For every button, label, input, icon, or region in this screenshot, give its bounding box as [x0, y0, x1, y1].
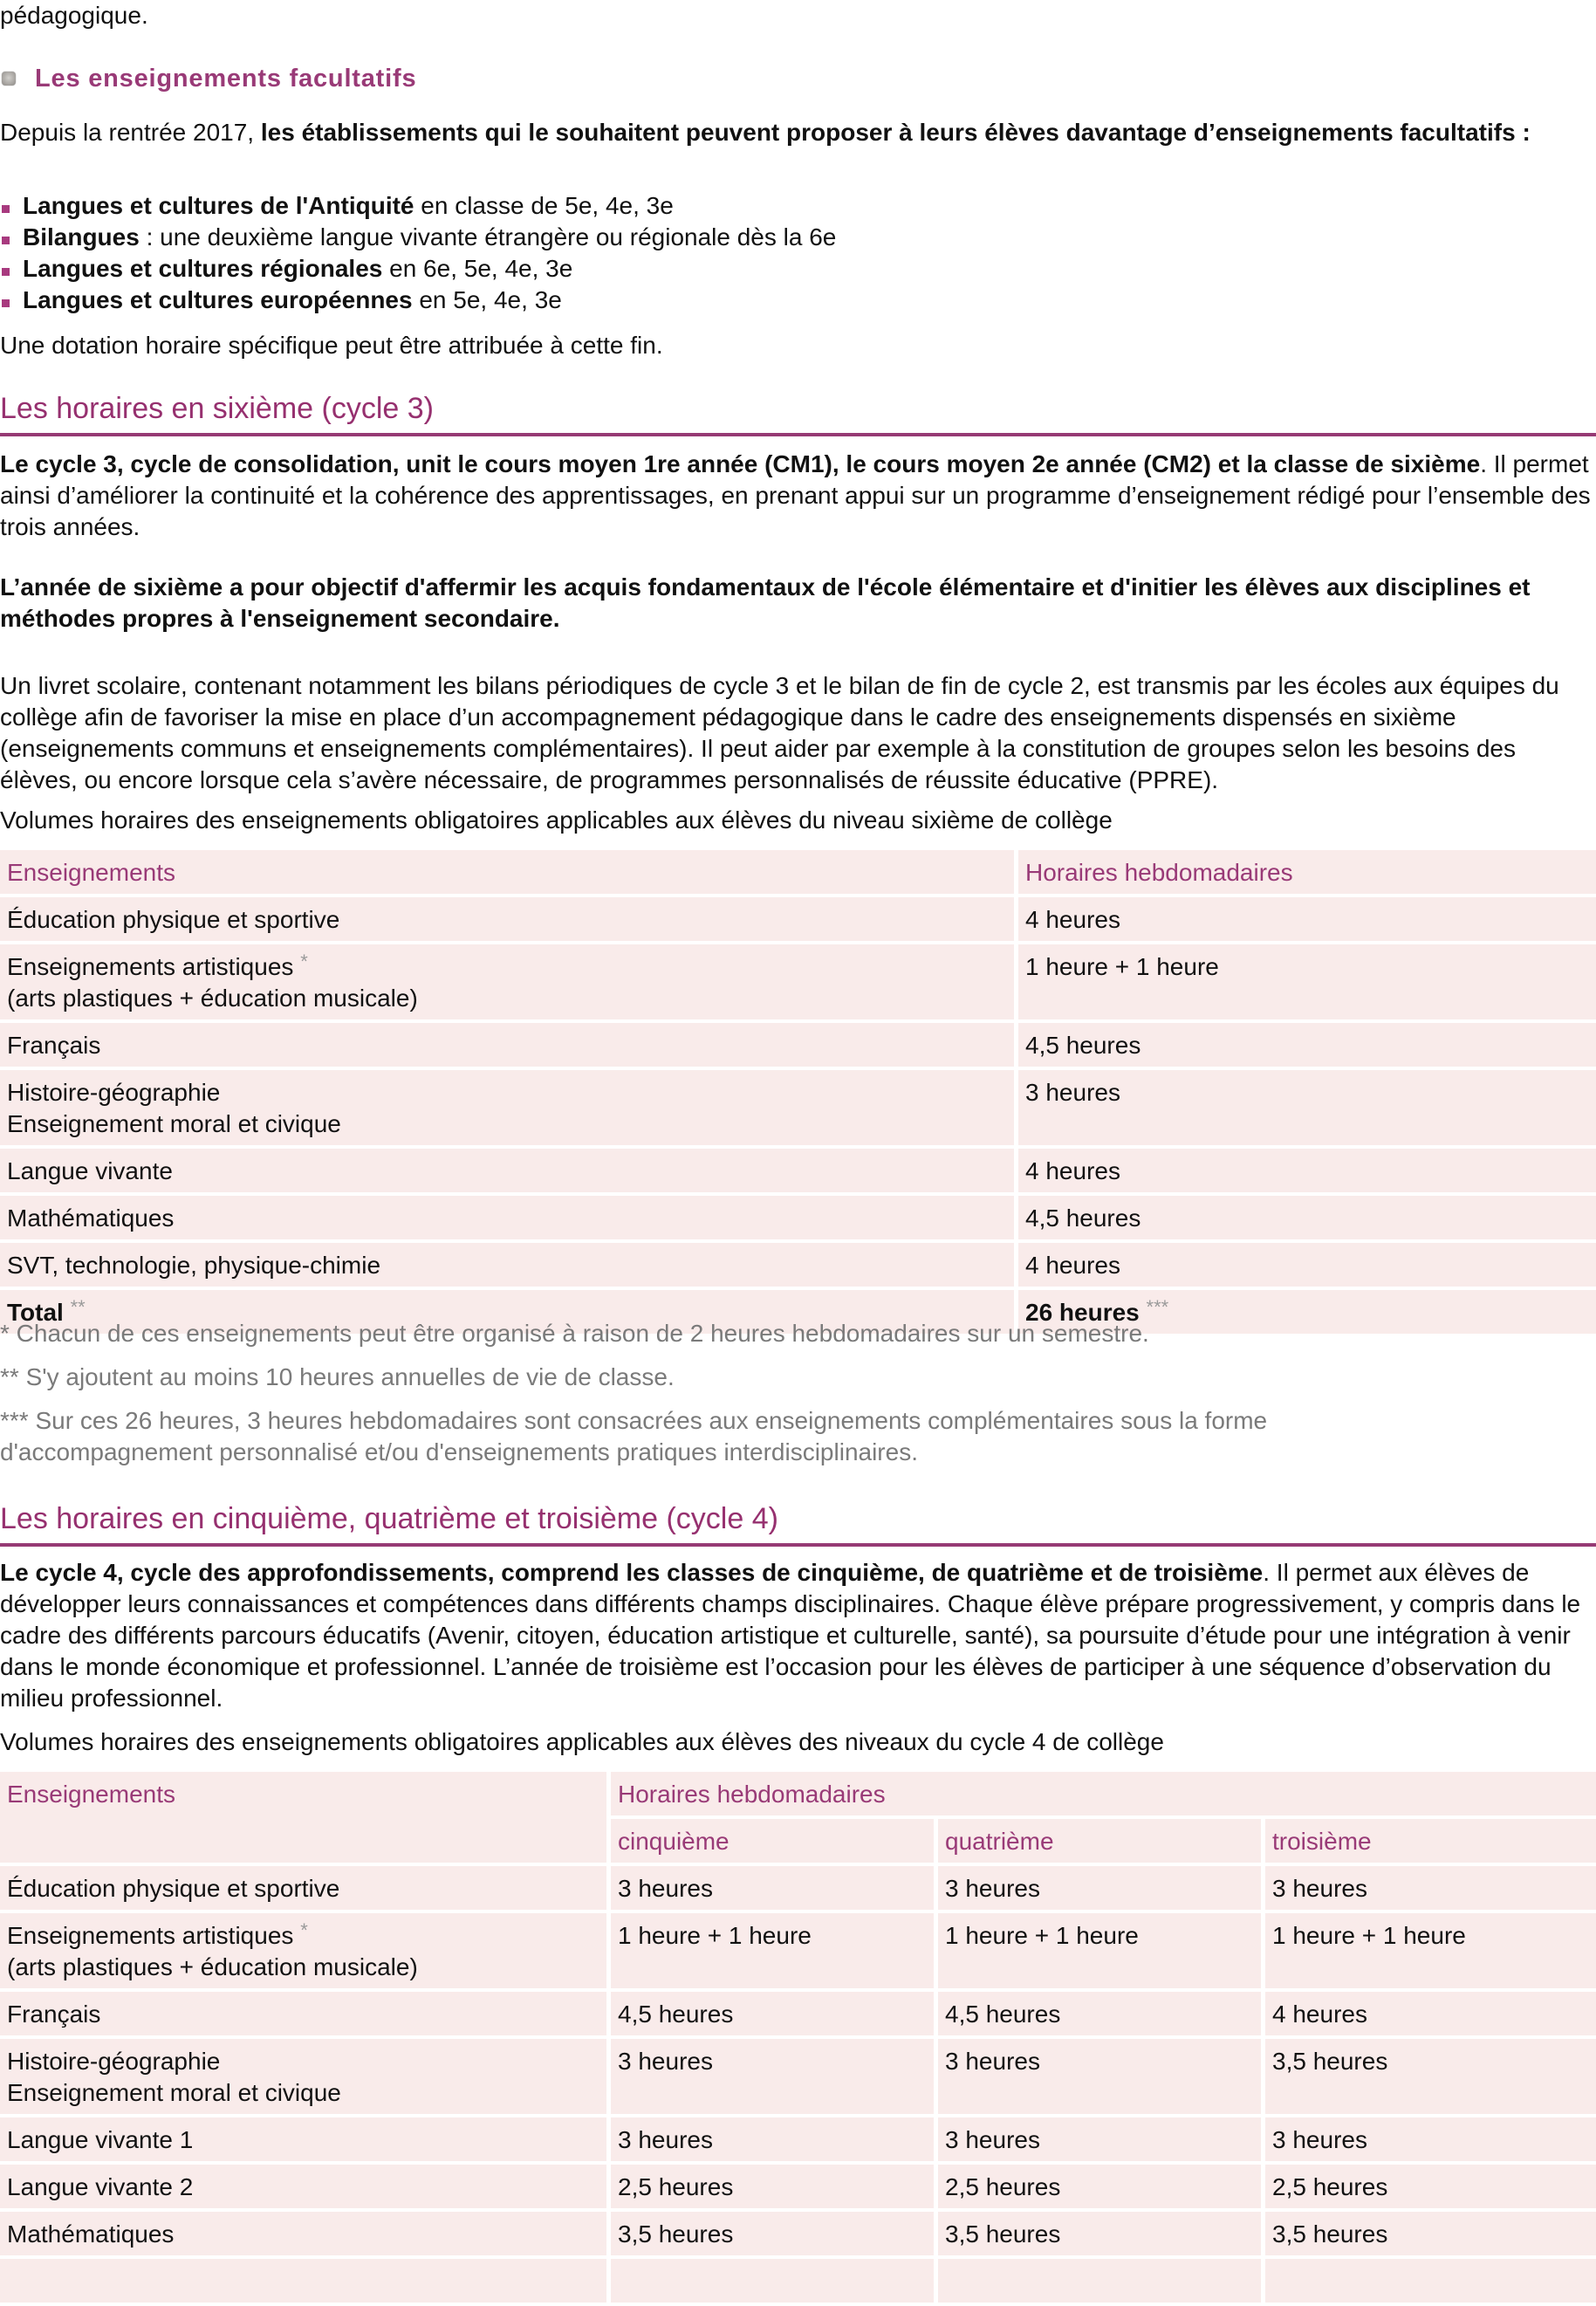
hours-cell: 1 heure + 1 heure [611, 1913, 934, 1988]
hours-cell [1265, 2259, 1596, 2303]
hours-cell: 2,5 heures [611, 2165, 934, 2208]
item-bold: Langues et cultures européennes [23, 286, 413, 313]
list-item [0, 222, 836, 253]
hours-cell: 3 heures [938, 2039, 1261, 2114]
hours-cell: 2,5 heures [1265, 2165, 1596, 2208]
item-rest: en 5e, 4e, 3e [412, 286, 562, 313]
subject-cell: Enseignements artistiques * (arts plastiques + éducation musicale) [0, 944, 1014, 1019]
table-header-row [0, 1772, 1596, 1815]
column-header: Horaires hebdomadaires [1018, 850, 1596, 894]
level-header: cinquième [611, 1819, 934, 1863]
hours-cell: 1 heure + 1 heure [1265, 1913, 1596, 1988]
subject-cell: Mathématiques [0, 1196, 1014, 1239]
intro-bold: les établissements qui le souhaitent peuvent proposer à leurs élèves davantage d’enseignements facultatifs : [260, 119, 1531, 146]
list-item [0, 190, 836, 222]
hours-cell: 3 heures [938, 2117, 1261, 2161]
footnote-2: ** S'y ajoutent au moins 10 heures annuelles de vie de classe. [0, 1363, 675, 1390]
hours-cell: 3 heures [611, 1866, 934, 1910]
level-header: troisième [1265, 1819, 1596, 1863]
table-caption-cycle4: Volumes horaires des enseignements obligatoires applicables aux élèves des niveaux du cycle 4 de collège [0, 1728, 1164, 1755]
item-rest: en classe de 5e, 4e, 3e [414, 192, 674, 219]
hours-cell [938, 2259, 1261, 2303]
hours-cell: 4 heures [1018, 1243, 1596, 1287]
table-row [0, 2165, 1596, 2208]
table-row [0, 2117, 1596, 2161]
subject-cell: Langue vivante [0, 1149, 1014, 1192]
total-hours-cell: 26 heures *** [1018, 1290, 1596, 1334]
hours-cell: 1 heure + 1 heure [1018, 944, 1596, 1019]
hours-cell: 4,5 heures [611, 1992, 934, 2035]
footnote-mark: * [300, 951, 308, 972]
hours-cell: 3,5 heures [611, 2212, 934, 2255]
square-bullet-icon [2, 205, 10, 213]
item-rest: en 6e, 5e, 4e, 3e [382, 255, 573, 282]
column-header: Horaires hebdomadaires [611, 1772, 1596, 1815]
square-bullet-icon [2, 268, 10, 276]
hours-cell: 2,5 heures [938, 2165, 1261, 2208]
table-row [0, 2039, 1596, 2114]
dotation-text: Une dotation horaire spécifique peut être attribuée à cette fin. [0, 332, 663, 359]
table-row [0, 1149, 1596, 1192]
table-row [0, 1070, 1596, 1145]
list-item [0, 253, 836, 285]
footnote-mark: ** [70, 1296, 86, 1318]
intro-plain: Depuis la rentrée 2017, [0, 119, 261, 146]
section-heading-cycle3: Les horaires en sixième (cycle 3) [0, 391, 1596, 436]
item-bold: Bilangues [23, 223, 140, 251]
cycle3-paragraph-2 [0, 572, 1593, 635]
item-bold: Langues et cultures de l'Antiquité [23, 192, 414, 219]
table-row [0, 944, 1596, 1019]
table-footnotes [0, 1318, 1483, 1480]
subject-cell: Histoire-géographie Enseignement moral et civique [0, 2039, 606, 2114]
hours-cell: 3 heures [611, 2117, 934, 2161]
hours-cell: 3 heures [1018, 1070, 1596, 1145]
subject-cell: Histoire-géographie Enseignement moral et civique [0, 1070, 1014, 1145]
hours-cell: 3,5 heures [1265, 2212, 1596, 2255]
rounded-square-bullet-icon [2, 72, 16, 86]
hours-cell: 3 heures [938, 1866, 1261, 1910]
hours-cell: 4 heures [1018, 1149, 1596, 1192]
footnote-1: * Chacun de ces enseignements peut être organisé à raison de 2 heures hebdomadaires sur un semestre. [0, 1320, 1149, 1347]
hours-cell: 4 heures [1265, 1992, 1596, 2035]
hours-cell: 3 heures [1265, 1866, 1596, 1910]
plain-text: . Il permet aux élèves de développer leurs connaissances et compétences dans différents champs disciplinaires. Chaque élève prépare progressivement, y compris dans le cadre des différents parcours éducatifs (Avenir, citoyen, éducation artistique et culturelle, santé), sa poursuite d’étude pour une intégration à venir dans le monde économique et professionnel. L’année de troisième est l’occasion pour les élèves de participer à une séquence d’observation du milieu professionnel. [0, 1559, 1581, 1712]
subject-cell: Enseignements artistiques * (arts plastiques + éducation musicale) [0, 1913, 606, 1988]
subject-cell: Français [0, 1992, 606, 2035]
hours-table-cycle3 [0, 847, 1596, 1337]
bold-text: Le cycle 3, cycle de consolidation, unit le cours moyen 1re année (CM1), le cours moyen 2e année (CM2) et la classe de sixième [0, 450, 1481, 477]
column-header: Enseignements [0, 1772, 606, 1863]
total-label-cell: Total ** [0, 1290, 1014, 1334]
footnote-mark: * [300, 1919, 308, 1941]
hours-cell: 4 heures [1018, 897, 1596, 941]
table-row [0, 1023, 1596, 1067]
subject-cell: Mathématiques [0, 2212, 606, 2255]
hours-cell: 3,5 heures [938, 2212, 1261, 2255]
subsection-heading-text: Les enseignements facultatifs [35, 65, 417, 93]
bold-text: L’année de sixième a pour objectif d'affermir les acquis fondamentaux de l'école élémentaire et d'initier les élèves aux disciplines et méthodes propres à l'enseignement secondaire. [0, 573, 1531, 632]
cycle4-paragraph [0, 1557, 1593, 1714]
cycle3-paragraph-1 [0, 449, 1593, 543]
table-row-cut-off [0, 2259, 1596, 2303]
table-row [0, 897, 1596, 941]
level-header: quatrième [938, 1819, 1261, 1863]
subject-cell: Français [0, 1023, 1014, 1067]
hours-cell: 3 heures [1265, 2117, 1596, 2161]
hours-table-cycle4 [0, 1768, 1596, 2306]
bold-text: Le cycle 4, cycle des approfondissements, comprend les classes de cinquième, de quatrième et de troisième [0, 1559, 1264, 1586]
hours-cell [611, 2259, 934, 2303]
subject-cell: SVT, technologie, physique-chimie [0, 1243, 1014, 1287]
table-row [0, 1992, 1596, 2035]
subject-cell: Langue vivante 2 [0, 2165, 606, 2208]
footnote-3: *** Sur ces 26 heures, 3 heures hebdomadaires sont consacrées aux enseignements complémentaires sous la forme d'accompagnement personnalisé et/ou d'enseignements pratiques interdisciplinaires. [0, 1407, 1268, 1465]
hours-cell: 4,5 heures [1018, 1023, 1596, 1067]
list-item [0, 285, 836, 316]
subject-cell [0, 2259, 606, 2303]
item-bold: Langues et cultures régionales [23, 255, 383, 282]
hours-cell: 4,5 heures [1018, 1196, 1596, 1239]
subsection-heading-facultatifs [0, 61, 416, 96]
subject-cell: Éducation physique et sportive [0, 897, 1014, 941]
item-rest: : une deuxième langue vivante étrangère ou régionale dès la 6e [139, 223, 837, 251]
table-row [0, 1866, 1596, 1910]
facultatifs-list [0, 190, 836, 316]
table-row [0, 1913, 1596, 1988]
section-heading-cycle4: Les horaires en cinquième, quatrième et troisième (cycle 4) [0, 1501, 1596, 1547]
square-bullet-icon [2, 237, 10, 244]
subject-cell: Éducation physique et sportive [0, 1866, 606, 1910]
continued-text: pédagogique. [0, 2, 148, 29]
subject-cell: Langue vivante 1 [0, 2117, 606, 2161]
table-row [0, 2212, 1596, 2255]
cycle3-paragraph-3: Un livret scolaire, contenant notamment les bilans périodiques de cycle 3 et le bilan de fin de cycle 2, est transmis par les écoles aux équipes du collège afin de favoriser la mise en place d’un accompagnement pédagogique dans le cadre des enseignements dispensés en sixième (enseignements communs et enseignements complémentaires). Il peut aider par exemple à la constitution de groupes selon les besoins des élèves, ou encore lorsque cela s’avère nécessaire, de programmes personnalisés de réussite éducative (PPRE). [0, 672, 1559, 793]
footnote-mark: *** [1146, 1296, 1169, 1318]
table-header-row [0, 850, 1596, 894]
table-caption-cycle3: Volumes horaires des enseignements obligatoires applicables aux élèves du niveau sixième de collège [0, 806, 1113, 834]
facultatifs-intro [0, 117, 1571, 148]
plain-text: . Il permet ainsi d’améliorer la continuité et la cohérence des apprentissages, en prenant appui sur un programme d’enseignement rédigé pour l’ensemble des trois années. [0, 450, 1591, 540]
square-bullet-icon [2, 299, 10, 307]
table-row [0, 1196, 1596, 1239]
hours-cell: 4,5 heures [938, 1992, 1261, 2035]
table-row [0, 1243, 1596, 1287]
column-header: Enseignements [0, 850, 1014, 894]
hours-cell: 1 heure + 1 heure [938, 1913, 1261, 1988]
hours-cell: 3,5 heures [1265, 2039, 1596, 2114]
hours-cell: 3 heures [611, 2039, 934, 2114]
